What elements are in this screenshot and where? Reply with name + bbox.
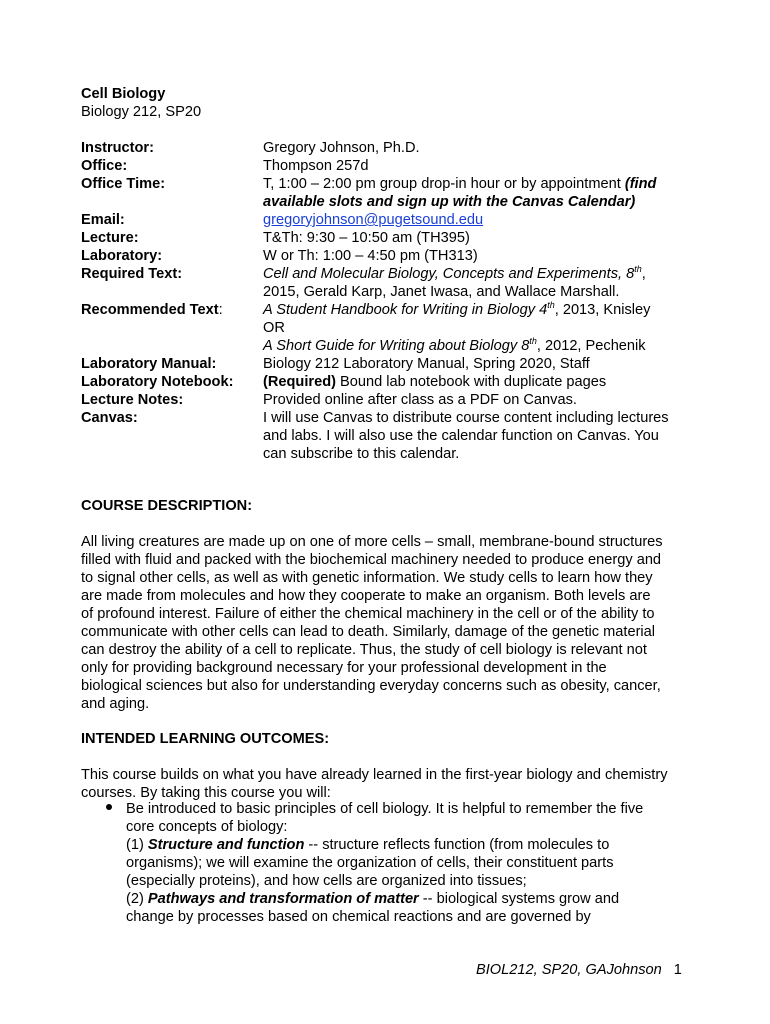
outcomes-intro-line-2: courses. By taking this course you will: xyxy=(81,785,331,801)
instructor-value: Gregory Johnson, Ph.D. xyxy=(263,140,420,156)
description-line: are made from molecules and how they cooperate to make an organism. Both levels are xyxy=(81,588,651,604)
learning-outcomes-heading: INTENDED LEARNING OUTCOMES: xyxy=(81,731,330,747)
description-line: can destroy the ability of a cell to replicate. Thus, the study of cell biology is relevant not xyxy=(81,642,647,658)
description-line: to signal other cells, as well as with genetic information. We study cells to learn how they xyxy=(81,570,653,586)
office-time-text: T, 1:00 – 2:00 pm group drop-in hour or by appointment xyxy=(263,176,625,192)
lab-notebook-value xyxy=(263,373,606,391)
recommended-text-label xyxy=(81,301,223,319)
description-line: of profound interest. Failure of either the chemical machinery in the cell or of the ability to xyxy=(81,606,655,622)
description-line: communicate with other cells can lead to death. Similarly, damage of the genetic material xyxy=(81,624,656,640)
required-text-title: Cell and Molecular Biology, Concepts and Experiments, 8 xyxy=(263,266,635,282)
required-text-label: Required Text: xyxy=(81,266,183,282)
rec1-sup: th xyxy=(547,300,555,311)
recommended-text-colon: : xyxy=(218,302,223,318)
core-concept-1-line-3: (especially proteins), and how cells are organized into tissues; xyxy=(126,873,527,889)
recommended-text-1 xyxy=(263,301,650,319)
core-concept-2-line-2: change by processes based on chemical reactions and are governed by xyxy=(126,909,591,925)
core-concept-1-term: Structure and function xyxy=(147,837,305,853)
canvas-label: Canvas: xyxy=(81,410,138,426)
office-time-label: Office Time: xyxy=(81,176,166,192)
page-footer xyxy=(476,962,682,978)
canvas-line-2: and labs. I will also use the calendar function on Canvas. You xyxy=(263,428,659,444)
email-label: Email: xyxy=(81,212,125,228)
rec2-sup: th xyxy=(529,336,537,347)
recommended-text-label-text: Recommended Text xyxy=(81,302,219,318)
rec1-tail: , 2013, Knisley xyxy=(554,302,651,318)
core-concept-2-text: -- biological systems grow and xyxy=(418,891,620,907)
laboratory-label: Laboratory: xyxy=(81,248,163,264)
core-concept-1-text: -- structure reflects function (from molecules to xyxy=(304,837,610,853)
required-text-authors: 2015, Gerald Karp, Janet Iwasa, and Wallace Marshall. xyxy=(263,284,620,300)
office-value: Thompson 257d xyxy=(263,158,369,174)
outcomes-intro-line-1: This course builds on what you have already learned in the first-year biology and chemistry xyxy=(81,767,668,783)
canvas-line-3: can subscribe to this calendar. xyxy=(263,446,460,462)
description-line: All living creatures are made up on one of more cells – small, membrane-bound structures xyxy=(81,534,663,550)
rec2-title: A Short Guide for Writing about Biology 8 xyxy=(263,338,530,354)
lab-notebook-label: Laboratory Notebook: xyxy=(81,374,234,390)
laboratory-value: W or Th: 1:00 – 4:50 pm (TH313) xyxy=(263,248,478,264)
core-concept-2-term: Pathways and transformation of matter xyxy=(147,891,419,907)
lecture-notes-label: Lecture Notes: xyxy=(81,392,184,408)
lab-notebook-required: (Required) xyxy=(263,374,336,390)
lab-manual-value: Biology 212 Laboratory Manual, Spring 2020, Staff xyxy=(263,356,590,372)
course-title: Cell Biology xyxy=(81,86,166,102)
recommended-or: OR xyxy=(263,320,285,336)
office-time-note-cont: available slots and sign up with the Canvas Calendar) xyxy=(263,194,636,210)
rec1-title: A Student Handbook for Writing in Biology 4 xyxy=(263,302,548,318)
footer-label: BIOL212, SP20, GAJohnson xyxy=(476,962,662,978)
description-line: only for providing background necessary for your professional development in the xyxy=(81,660,607,676)
canvas-line-1: I will use Canvas to distribute course content including lectures xyxy=(263,410,669,426)
description-line: filled with fluid and packed with the biochemical machinery needed to produce energy and xyxy=(81,552,662,568)
required-text-value xyxy=(263,265,646,283)
required-text-tail: , xyxy=(641,266,646,282)
outcome-bullet-line-1: Be introduced to basic principles of cell biology. It is helpful to remember the five xyxy=(126,801,644,817)
office-label: Office: xyxy=(81,158,128,174)
course-description-heading: COURSE DESCRIPTION: xyxy=(81,498,253,514)
outcome-bullet-line-2: core concepts of biology: xyxy=(126,819,288,835)
description-line: biological sciences but also for understanding everyday concerns such as obesity, cancer, xyxy=(81,678,661,694)
office-time-value xyxy=(263,175,656,193)
required-text-sup: th xyxy=(634,264,642,275)
lecture-value: T&Th: 9:30 – 10:50 am (TH395) xyxy=(263,230,470,246)
lab-manual-label: Laboratory Manual: xyxy=(81,356,217,372)
core-concept-1-line-2: organisms); we will examine the organization of cells, their constituent parts xyxy=(126,855,614,871)
core-concept-2-number: (2) xyxy=(126,891,148,907)
core-concept-1 xyxy=(126,836,609,854)
rec2-tail: , 2012, Pechenik xyxy=(536,338,646,354)
page-number: 1 xyxy=(673,962,682,978)
course-code: Biology 212, SP20 xyxy=(81,104,202,120)
lecture-notes-value: Provided online after class as a PDF on Canvas. xyxy=(263,392,577,408)
lecture-label: Lecture: xyxy=(81,230,139,246)
core-concept-2 xyxy=(126,890,619,908)
recommended-text-2 xyxy=(263,337,646,355)
office-time-note: (find xyxy=(624,176,657,192)
description-line: and aging. xyxy=(81,696,150,712)
instructor-label: Instructor: xyxy=(81,140,154,156)
core-concept-1-number: (1) xyxy=(126,837,148,853)
lab-notebook-text: Bound lab notebook with duplicate pages xyxy=(335,374,607,390)
bullet-icon xyxy=(106,804,112,810)
email-link[interactable]: gregoryjohnson@pugetsound.edu xyxy=(263,212,484,228)
